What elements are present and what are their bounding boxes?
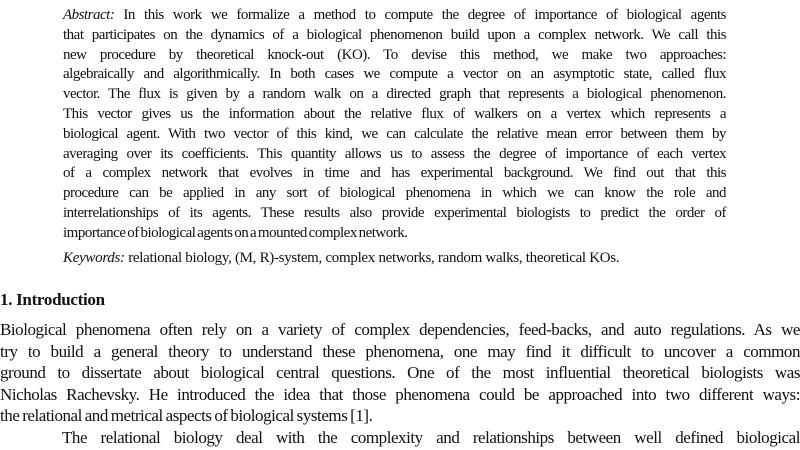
abstract-line: biological agent. With two vector of this kind, we can calculate the relative mean error between them by	[63, 125, 726, 142]
abstract-line: procedure can be applied in any sort of biological phenomena in which we can know the role and	[63, 185, 726, 202]
abstract-text: In this work we formalize a method to compute the degree of importance of biological agents	[114, 7, 726, 23]
paragraph-line: Biological phenomena often rely on a variety of complex dependencies, feed-backs, and auto regulations. As we	[0, 320, 800, 339]
abstract-line: new procedure by theoretical knock-out (KO). To devise this method, we make two approaches:	[63, 46, 726, 63]
abstract	[63, 6, 726, 244]
abstract-line: interrelationships of its agents. These results also provide experimental biologists to predict the order of	[63, 204, 726, 221]
keywords-label: Keywords:	[63, 250, 125, 266]
paragraph-line: the relational and metrical aspects of biological systems [1].	[0, 406, 373, 425]
abstract-line: that participates on the dynamics of a biological phenomenon build upon a complex network. We call this	[63, 26, 726, 43]
keywords	[63, 249, 619, 269]
paragraph-line: try to build a general theory to understand these phenomena, one may find it difficult to uncover a common	[0, 341, 800, 361]
abstract-line: algebraically and algorithmically. In both cases we compute a vector on an asymptotic state, called flux	[63, 66, 726, 83]
keywords-text: relational biology, (M, R)-system, complex networks, random walks, theoretical KOs.	[124, 250, 620, 266]
abstract-line: importance of biological agents on a mounted complex network.	[63, 224, 408, 241]
abstract-label: Abstract:	[63, 7, 115, 23]
section-heading: 1. Introduction	[0, 290, 105, 309]
paragraph-line: Nicholas Rachevsky. He introduced the idea that those phenomena could be approached into two different ways:	[0, 384, 800, 404]
paragraph-line: ground to dissertate about biological central questions. One of the most influential theoretical biologists was	[0, 363, 800, 382]
abstract-line: This vector gives us the information about the relative flux of walkers on a vertex which represents a	[63, 105, 726, 122]
paragraph-line: The relational biology deal with the complexity and relationships between well defined biological	[62, 427, 800, 447]
abstract-line	[63, 6, 726, 26]
abstract-line: of a complex network that evolves in time and has experimental background. We find out that this	[63, 165, 726, 182]
introduction-body	[0, 319, 800, 448]
abstract-line: vector. The flux is given by a random walk on a directed graph that represents a biological phenomenon.	[63, 86, 726, 103]
abstract-line: averaging over its coefficients. This quantity allows us to assess the degree of importance of each vertex	[63, 145, 726, 162]
